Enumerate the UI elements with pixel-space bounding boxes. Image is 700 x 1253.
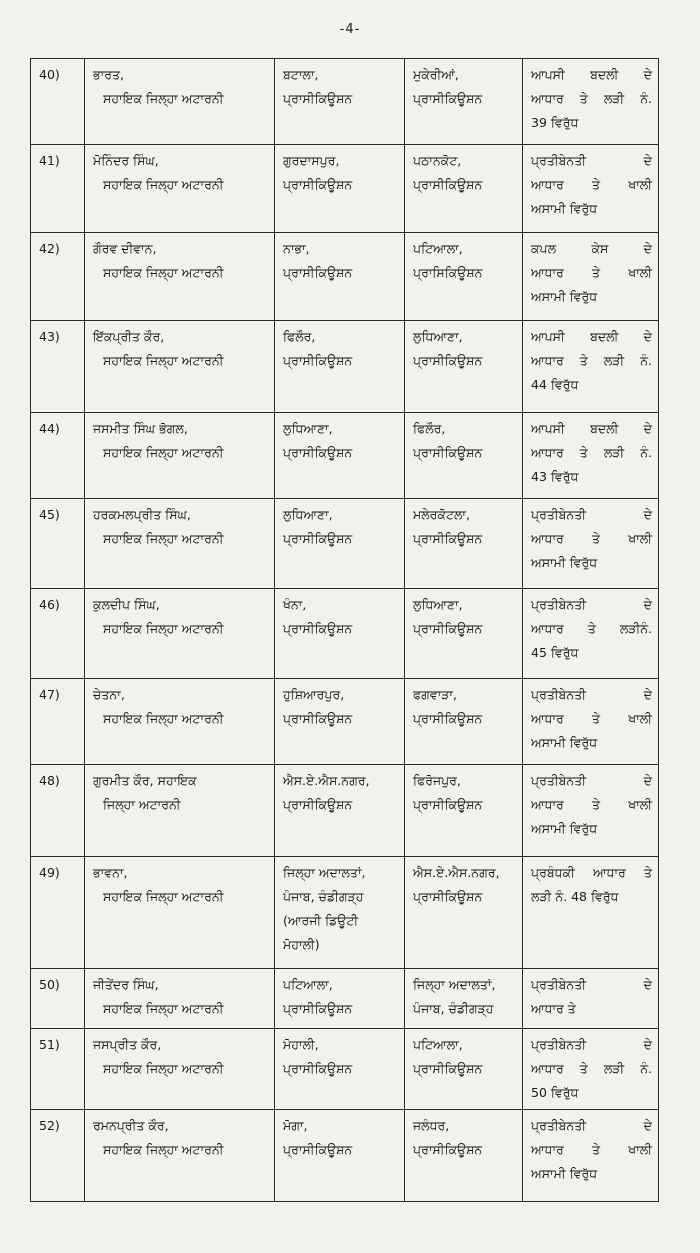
transfer-reason-line: ਆਪਸੀ ਬਦਲੀ ਦੇ: [531, 67, 652, 82]
officer-name-cell: [85, 589, 275, 679]
from-station-line: ਫਿਲੌਰ,: [283, 329, 316, 344]
from-station-line: ਮੋਗਾ,: [283, 1118, 308, 1133]
to-station-cell: [405, 321, 523, 413]
transfer-reason-line: ਅਸਾਮੀ ਵਿਰੁੱਧ: [531, 201, 598, 216]
serial-number: 47): [31, 679, 85, 765]
to-station-cell: [405, 145, 523, 233]
from-station-line: ਪ੍ਰਾਸੀਕਿਊਸ਼ਨ: [283, 177, 353, 192]
from-station-line: (ਆਰਜੀ ਡਿਊਟੀ: [283, 913, 359, 928]
to-station-line: ਪਠਾਨਕੋਟ,: [413, 153, 462, 168]
transfer-reason-line: ਅਸਾਮੀ ਵਿਰੁੱਧ: [531, 735, 598, 750]
serial-number: 52): [31, 1110, 85, 1202]
transfer-reason-cell: [523, 59, 659, 145]
serial-number: 51): [31, 1029, 85, 1110]
from-station-line: ਐਸ.ਏ.ਐਸ.ਨਗਰ,: [283, 773, 370, 788]
officer-name-line: ਜਿਲ੍ਹਾ ਅਟਾਰਨੀ: [103, 797, 181, 812]
to-station-line: ਪ੍ਰਾਸੀਕਿਊਸ਼ਨ: [413, 1061, 483, 1076]
transfer-reason-line: ਅਸਾਮੀ ਵਿਰੁੱਧ: [531, 289, 598, 304]
transfer-reason-cell: [523, 499, 659, 589]
table-row: [31, 1029, 659, 1110]
transfer-reason-line: ਆਧਾਰ ਤੇ ਖਾਲੀ: [531, 711, 652, 726]
transfer-reason-cell: [523, 857, 659, 969]
to-station-cell: [405, 765, 523, 857]
officer-name-line: ਸਹਾਇਕ ਜਿਲ੍ਹਾ ਅਟਾਰਨੀ: [103, 353, 224, 368]
serial-number: 50): [31, 969, 85, 1029]
officer-name-line: ਸਹਾਇਕ ਜਿਲ੍ਹਾ ਅਟਾਰਨੀ: [103, 91, 224, 106]
transfer-reason-line: ਆਪਸੀ ਬਦਲੀ ਦੇ: [531, 421, 652, 436]
to-station-cell: [405, 679, 523, 765]
table-row: [31, 413, 659, 499]
transfer-reason-line: ਪ੍ਰਤੀਬੇਨਤੀ ਦੇ: [531, 153, 652, 168]
from-station-line: ਪ੍ਰਾਸੀਕਿਊਸ਼ਨ: [283, 91, 353, 106]
to-station-line: ਲੁਧਿਆਣਾ,: [413, 597, 463, 612]
transfer-reason-line: 50 ਵਿਰੁੱਧ: [531, 1085, 579, 1100]
to-station-line: ਐਸ.ਏ.ਐਸ.ਨਗਰ,: [413, 865, 500, 880]
from-station-line: ਜਿਲ੍ਹਾ ਅਦਾਲਤਾਂ,: [283, 865, 366, 880]
to-station-line: ਜਲੰਧਰ,: [413, 1118, 450, 1133]
to-station-line: ਪਟਿਆਲਾ,: [413, 1037, 463, 1052]
from-station-line: ਬਟਾਲਾ,: [283, 67, 319, 82]
from-station-cell: [275, 765, 405, 857]
table-row: [31, 1110, 659, 1202]
to-station-line: ਪ੍ਰਾਸੀਕਿਊਸ਼ਨ: [413, 531, 483, 546]
table-row: [31, 233, 659, 321]
officer-name-line: ਸਹਾਇਕ ਜਿਲ੍ਹਾ ਅਟਾਰਨੀ: [103, 1001, 224, 1016]
from-station-line: ਪੰਜਾਬ, ਚੰਡੀਗੜ੍ਹ: [283, 889, 364, 904]
transfer-reason-line: 39 ਵਿਰੁੱਧ: [531, 115, 579, 130]
to-station-cell: [405, 857, 523, 969]
from-station-cell: [275, 857, 405, 969]
transfer-reason-line: ਪ੍ਰਤੀਬੇਨਤੀ ਦੇ: [531, 507, 652, 522]
to-station-cell: [405, 1029, 523, 1110]
officer-name-line: ਗੌਰਵ ਦੀਵਾਨ,: [93, 241, 157, 256]
officer-name-line: ਚੇਤਨਾ,: [93, 687, 125, 702]
transfer-reason-line: ਆਧਾਰ ਤੇ ਖਾਲੀ: [531, 797, 652, 812]
from-station-line: ਮੋਹਾਲੀ): [283, 937, 320, 952]
transfer-reason-line: ਪ੍ਰਤੀਬੇਨਤੀ ਦੇ: [531, 687, 652, 702]
from-station-line: ਪ੍ਰਾਸੀਕਿਊਸ਼ਨ: [283, 711, 353, 726]
officer-name-line: ਰਮਨਪ੍ਰੀਤ ਕੌਰ,: [93, 1118, 169, 1133]
to-station-line: ਪ੍ਰਾਸੀਕਿਊਸ਼ਨ: [413, 445, 483, 460]
officer-name-line: ਇੱਕਪ੍ਰੀਤ ਕੌਰ,: [93, 329, 165, 344]
transfer-reason-line: 45 ਵਿਰੁੱਧ: [531, 645, 579, 660]
from-station-line: ਪ੍ਰਾਸੀਕਿਊਸ਼ਨ: [283, 445, 353, 460]
table-row: [31, 857, 659, 969]
from-station-line: ਲੁਧਿਆਣਾ,: [283, 421, 333, 436]
serial-number: 45): [31, 499, 85, 589]
to-station-line: ਪ੍ਰਾਸੀਕਿਊਸ਼ਨ: [413, 1142, 483, 1157]
officer-name-line: ਸਹਾਇਕ ਜਿਲ੍ਹਾ ਅਟਾਰਨੀ: [103, 711, 224, 726]
serial-number: 48): [31, 765, 85, 857]
from-station-line: ਲੁਧਿਆਣਾ,: [283, 507, 333, 522]
transfer-reason-cell: [523, 679, 659, 765]
to-station-line: ਪ੍ਰਾਸੀਕਿਊਸ਼ਨ: [413, 91, 483, 106]
table-row: [31, 679, 659, 765]
to-station-line: ਪਟਿਆਲਾ,: [413, 241, 463, 256]
from-station-cell: [275, 233, 405, 321]
officer-name-cell: [85, 679, 275, 765]
to-station-cell: [405, 1110, 523, 1202]
from-station-cell: [275, 969, 405, 1029]
from-station-line: ਮੋਹਾਲੀ,: [283, 1037, 319, 1052]
to-station-line: ਪੰਜਾਬ, ਚੰਡੀਗੜ੍ਹ: [413, 1001, 494, 1016]
from-station-cell: [275, 1110, 405, 1202]
officer-name-line: ਸਹਾਇਕ ਜਿਲ੍ਹਾ ਅਟਾਰਨੀ: [103, 445, 224, 460]
serial-number: 43): [31, 321, 85, 413]
serial-number: 41): [31, 145, 85, 233]
transfer-reason-cell: [523, 321, 659, 413]
transfer-reason-line: ਆਧਾਰ ਤੇ ਲੜੀ ਨੰ.: [531, 91, 652, 106]
transfer-reason-cell: [523, 765, 659, 857]
transfer-reason-line: ਆਧਾਰ ਤੇ ਲੜੀਨੰ.: [531, 621, 652, 636]
officer-name-cell: [85, 321, 275, 413]
table-body: [31, 59, 659, 1202]
officer-name-cell: [85, 59, 275, 145]
from-station-cell: [275, 413, 405, 499]
table-row: [31, 765, 659, 857]
officer-name-cell: [85, 499, 275, 589]
from-station-cell: [275, 145, 405, 233]
serial-number: 46): [31, 589, 85, 679]
from-station-line: ਗੁਰਦਾਸਪੁਰ,: [283, 153, 340, 168]
to-station-line: ਲੁਧਿਆਣਾ,: [413, 329, 463, 344]
to-station-cell: [405, 589, 523, 679]
from-station-line: ਪ੍ਰਾਸੀਕਿਊਸ਼ਨ: [283, 1061, 353, 1076]
table-row: [31, 321, 659, 413]
from-station-line: ਪਟਿਆਲਾ,: [283, 977, 333, 992]
officer-name-line: ਭਾਰਤ,: [93, 67, 124, 82]
officer-name-cell: [85, 1110, 275, 1202]
transfer-reason-line: ਆਧਾਰ ਤੇ ਲੜੀ ਨੰ.: [531, 353, 652, 368]
transfer-reason-line: ਆਧਾਰ ਤੇ ਲੜੀ ਨੰ.: [531, 445, 652, 460]
from-station-line: ਪ੍ਰਾਸੀਕਿਊਸ਼ਨ: [283, 797, 353, 812]
to-station-cell: [405, 499, 523, 589]
transfer-reason-line: ਅਸਾਮੀ ਵਿਰੁੱਧ: [531, 1166, 598, 1181]
from-station-cell: [275, 499, 405, 589]
officer-name-line: ਸਹਾਇਕ ਜਿਲ੍ਹਾ ਅਟਾਰਨੀ: [103, 1061, 224, 1076]
to-station-cell: [405, 969, 523, 1029]
to-station-line: ਮੁਕੇਰੀਆਂ,: [413, 67, 459, 82]
transfer-reason-line: 43 ਵਿਰੁੱਧ: [531, 469, 579, 484]
officer-name-line: ਸਹਾਇਕ ਜਿਲ੍ਹਾ ਅਟਾਰਨੀ: [103, 1142, 224, 1157]
transfer-reason-cell: [523, 1029, 659, 1110]
from-station-cell: [275, 679, 405, 765]
to-station-line: ਪ੍ਰਾਸੀਕਿਊਸ਼ਨ: [413, 353, 483, 368]
serial-number: 49): [31, 857, 85, 969]
transfer-reason-line: ਆਧਾਰ ਤੇ ਖਾਲੀ: [531, 531, 652, 546]
transfer-reason-line: ਪ੍ਰਤੀਬੇਨਤੀ ਦੇ: [531, 1037, 652, 1052]
transfer-reason-line: 44 ਵਿਰੁੱਧ: [531, 377, 579, 392]
transfer-reason-line: ਆਧਾਰ ਤੇ ਖਾਲੀ: [531, 265, 652, 280]
officer-name-line: ਸਹਾਇਕ ਜਿਲ੍ਹਾ ਅਟਾਰਨੀ: [103, 265, 224, 280]
officer-name-cell: [85, 1029, 275, 1110]
serial-number: 44): [31, 413, 85, 499]
table-row: [31, 145, 659, 233]
transfer-reason-cell: [523, 145, 659, 233]
transfer-reason-cell: [523, 233, 659, 321]
from-station-cell: [275, 321, 405, 413]
to-station-line: ਮਲੇਰਕੋਟਲਾ,: [413, 507, 470, 522]
from-station-line: ਪ੍ਰਾਸੀਕਿਊਸ਼ਨ: [283, 1001, 353, 1016]
officer-name-line: ਜੀਤੇਂਦਰ ਸਿੰਘ,: [93, 977, 159, 992]
from-station-cell: [275, 589, 405, 679]
transfer-reason-line: ਪ੍ਰਤੀਬੇਨਤੀ ਦੇ: [531, 1118, 652, 1133]
from-station-line: ਪ੍ਰਾਸੀਕਿਊਸ਼ਨ: [283, 621, 353, 636]
officer-name-cell: [85, 413, 275, 499]
to-station-line: ਪ੍ਰਾਸਿਕਿਊਸ਼ਨ: [413, 265, 483, 280]
from-station-line: ਹੁਸ਼ਿਆਰਪੁਰ,: [283, 687, 345, 702]
table-row: [31, 499, 659, 589]
to-station-cell: [405, 413, 523, 499]
from-station-line: ਪ੍ਰਾਸੀਕਿਊਸ਼ਨ: [283, 1142, 353, 1157]
to-station-line: ਪ੍ਰਾਸੀਕਿਊਸ਼ਨ: [413, 621, 483, 636]
from-station-line: ਖੰਨਾ,: [283, 597, 307, 612]
transfer-reason-line: ਲੜੀ ਨੰ. 48 ਵਿਰੁੱਧ: [531, 889, 619, 904]
to-station-line: ਪ੍ਰਾਸੀਕਿਊਸ਼ਨ: [413, 177, 483, 192]
officer-name-line: ਜਸਪ੍ਰੀਤ ਕੌਰ,: [93, 1037, 162, 1052]
to-station-line: ਫਿਰੋਜਪੁਰ,: [413, 773, 461, 788]
transfer-reason-line: ਆਧਾਰ ਤੇ ਲੜੀ ਨੰ.: [531, 1061, 652, 1076]
serial-number: 42): [31, 233, 85, 321]
transfer-reason-line: ਅਸਾਮੀ ਵਿਰੁੱਧ: [531, 555, 598, 570]
transfer-reason-cell: [523, 413, 659, 499]
officer-name-line: ਕੁਲਦੀਪ ਸਿੰਘ,: [93, 597, 160, 612]
officer-name-cell: [85, 233, 275, 321]
officer-name-cell: [85, 765, 275, 857]
table-row: [31, 59, 659, 145]
transfer-reason-line: ਪ੍ਰਤੀਬੇਨਤੀ ਦੇ: [531, 597, 652, 612]
to-station-line: ਪ੍ਰਾਸੀਕਿਊਸ਼ਨ: [413, 889, 483, 904]
transfer-reason-cell: [523, 589, 659, 679]
from-station-line: ਪ੍ਰਾਸੀਕਿਊਸ਼ਨ: [283, 531, 353, 546]
officer-name-line: ਸਹਾਇਕ ਜਿਲ੍ਹਾ ਅਟਾਰਨੀ: [103, 177, 224, 192]
from-station-line: ਨਾਭਾ,: [283, 241, 310, 256]
table-row: [31, 589, 659, 679]
officer-name-line: ਗੁਰਮੀਤ ਕੌਰ, ਸਹਾਇਕ: [93, 773, 197, 788]
serial-number: 40): [31, 59, 85, 145]
officer-name-line: ਮੋਨਿੰਦਰ ਸਿੰਘ,: [93, 153, 159, 168]
from-station-line: ਪ੍ਰਾਸੀਕਿਊਸ਼ਨ: [283, 353, 353, 368]
transfer-reason-line: ਕਪਲ ਕੇਸ ਦੇ: [531, 241, 652, 256]
officer-name-cell: [85, 857, 275, 969]
transfer-reason-cell: [523, 969, 659, 1029]
table-row: [31, 969, 659, 1029]
to-station-cell: [405, 233, 523, 321]
transfer-reason-line: ਅਸਾਮੀ ਵਿਰੁੱਧ: [531, 821, 598, 836]
transfer-reason-line: ਆਧਾਰ ਤੇ ਖਾਲੀ: [531, 177, 652, 192]
transfer-reason-line: ਪ੍ਰਤੀਬੇਨਤੀ ਦੇ: [531, 977, 652, 992]
transfer-reason-line: ਆਧਾਰ ਤੇ: [531, 1001, 576, 1016]
transfer-reason-cell: [523, 1110, 659, 1202]
from-station-cell: [275, 1029, 405, 1110]
from-station-line: ਪ੍ਰਾਸੀਕਿਊਸ਼ਨ: [283, 265, 353, 280]
transfer-reason-line: ਆਧਾਰ ਤੇ ਖਾਲੀ: [531, 1142, 652, 1157]
to-station-line: ਪ੍ਰਾਸੀਕਿਊਸ਼ਨ: [413, 711, 483, 726]
to-station-cell: [405, 59, 523, 145]
transfer-table: [30, 58, 659, 1202]
officer-name-cell: [85, 969, 275, 1029]
from-station-cell: [275, 59, 405, 145]
officer-name-line: ਸਹਾਇਕ ਜਿਲ੍ਹਾ ਅਟਾਰਨੀ: [103, 621, 224, 636]
to-station-line: ਜਿਲ੍ਹਾ ਅਦਾਲਤਾਂ,: [413, 977, 496, 992]
to-station-line: ਫਗਵਾੜਾ,: [413, 687, 457, 702]
officer-name-line: ਸਹਾਇਕ ਜਿਲ੍ਹਾ ਅਟਾਰਨੀ: [103, 889, 224, 904]
officer-name-line: ਜਸਮੀਤ ਸਿੰਘ ਭੋਗਲ,: [93, 421, 188, 436]
officer-name-line: ਭਾਵਨਾ,: [93, 865, 128, 880]
officer-name-line: ਸਹਾਇਕ ਜਿਲ੍ਹਾ ਅਟਾਰਨੀ: [103, 531, 224, 546]
transfer-reason-line: ਪ੍ਰਬੰਧਕੀ ਆਧਾਰ ਤੇ: [531, 865, 652, 880]
officer-name-cell: [85, 145, 275, 233]
officer-name-line: ਹਰਕਮਲਪ੍ਰੀਤ ਸਿੰਘ,: [93, 507, 191, 522]
transfer-reason-line: ਆਪਸੀ ਬਦਲੀ ਦੇ: [531, 329, 652, 344]
to-station-line: ਪ੍ਰਾਸੀਕਿਊਸ਼ਨ: [413, 797, 483, 812]
transfer-reason-line: ਪ੍ਰਤੀਬੇਨਤੀ ਦੇ: [531, 773, 652, 788]
to-station-line: ਫਿਲੌਰ,: [413, 421, 446, 436]
page-number: -4-: [339, 22, 361, 37]
